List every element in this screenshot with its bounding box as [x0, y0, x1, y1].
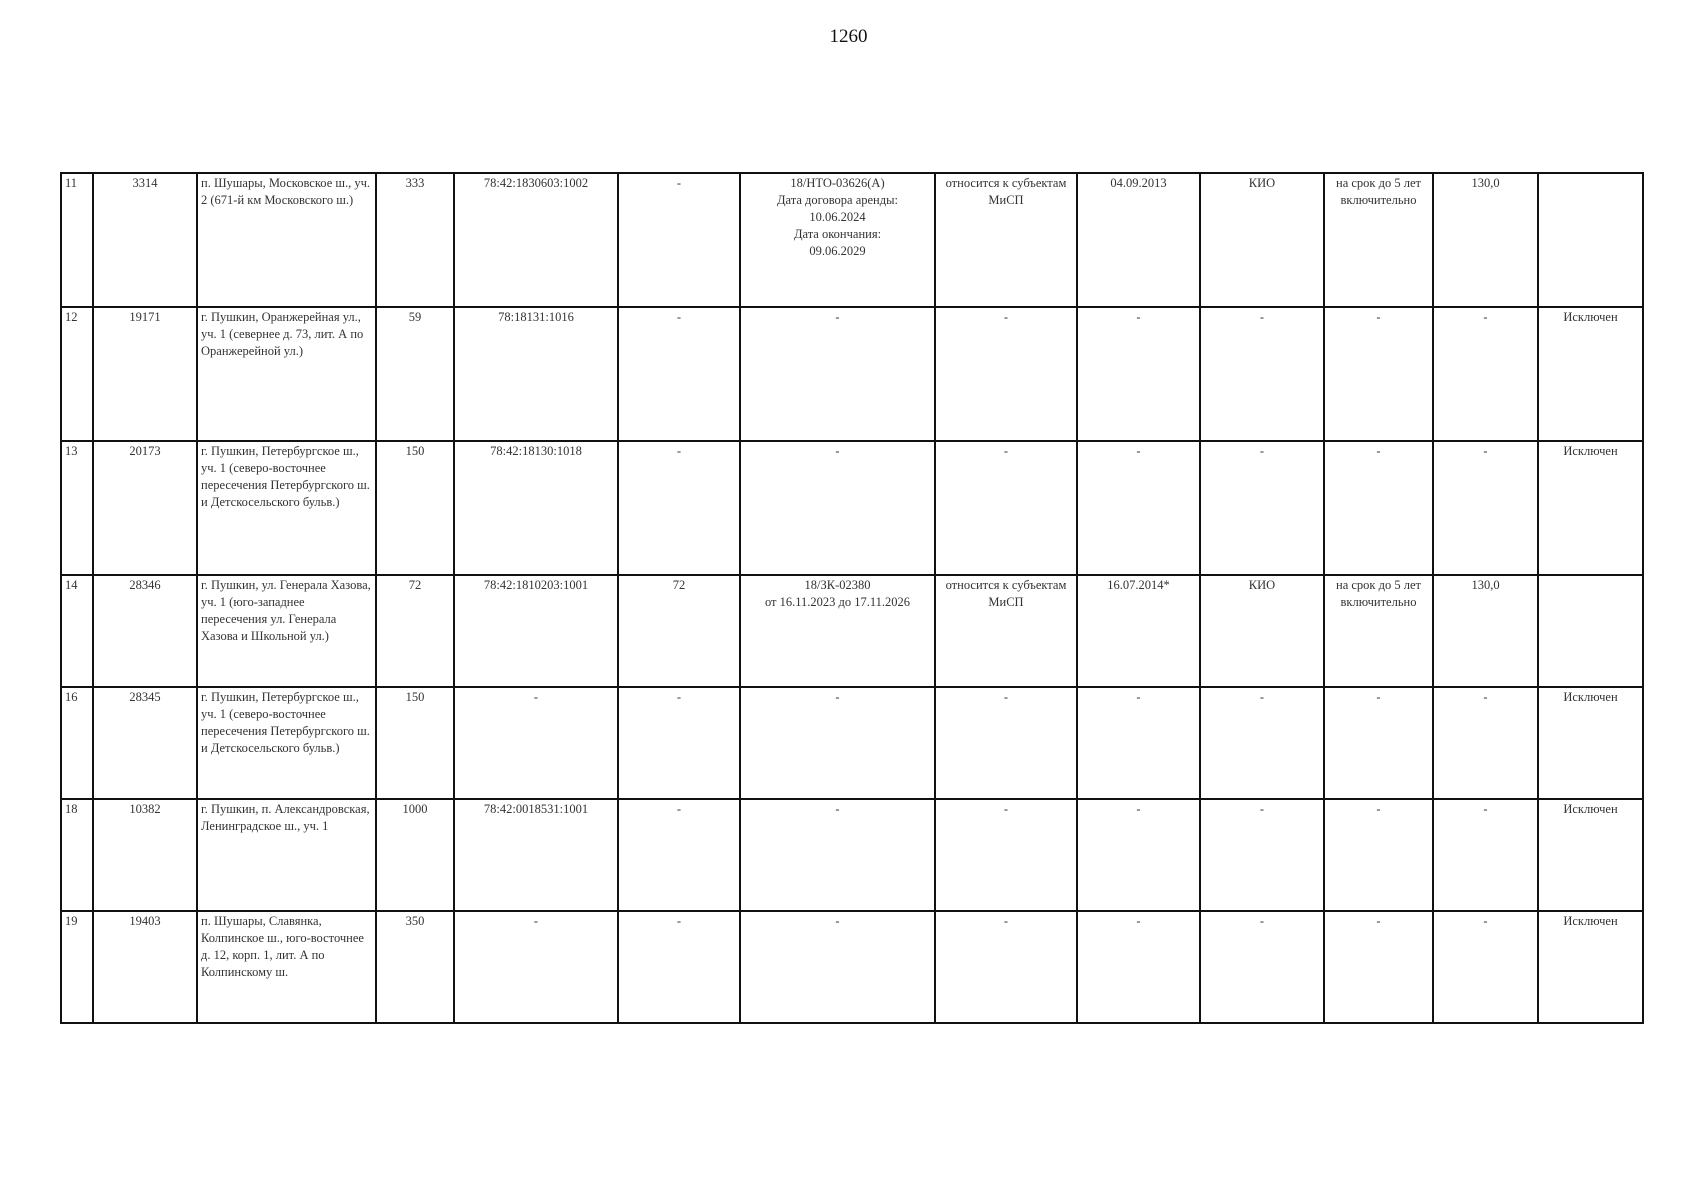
subject-cell: -	[935, 307, 1077, 441]
object-id-cell: 28346	[93, 575, 197, 687]
contract-cell: 18/НТО-03626(А) Дата договора аренды: 10.06.2024 Дата окончания: 09.06.2029	[740, 173, 935, 307]
address-cell: г. Пушкин, Петербургское ш., уч. 1 (северо-восточнее пересечения Петербургского ш. и Детскосельского бульв.)	[197, 441, 376, 575]
value-cell: 130,0	[1433, 575, 1538, 687]
cadastral-number-cell: 78:42:0018531:1001	[454, 799, 618, 911]
date-cell: -	[1077, 687, 1200, 799]
column-6-cell: 72	[618, 575, 740, 687]
table-row	[61, 799, 1643, 911]
date-cell: -	[1077, 799, 1200, 911]
row-number-cell: 16	[61, 687, 93, 799]
status-cell	[1538, 173, 1643, 307]
object-id-cell: 19171	[93, 307, 197, 441]
row-number-cell: 13	[61, 441, 93, 575]
subject-cell: -	[935, 441, 1077, 575]
subject-cell: -	[935, 687, 1077, 799]
organization-cell: -	[1200, 307, 1324, 441]
address-cell: г. Пушкин, Петербургское ш., уч. 1 (северо-восточнее пересечения Петербургского ш. и Детскосельского бульв.)	[197, 687, 376, 799]
cadastral-number-cell: 78:18131:1016	[454, 307, 618, 441]
area-cell: 350	[376, 911, 454, 1023]
status-cell	[1538, 575, 1643, 687]
date-cell: -	[1077, 441, 1200, 575]
area-cell: 72	[376, 575, 454, 687]
status-cell: Исключен	[1538, 441, 1643, 575]
address-cell: г. Пушкин, п. Александровская, Ленинградское ш., уч. 1	[197, 799, 376, 911]
object-id-cell: 19403	[93, 911, 197, 1023]
table-row	[61, 687, 1643, 799]
table-row	[61, 575, 1643, 687]
contract-cell: -	[740, 687, 935, 799]
object-id-cell: 20173	[93, 441, 197, 575]
table-row	[61, 307, 1643, 441]
organization-cell: -	[1200, 441, 1324, 575]
column-6-cell: -	[618, 911, 740, 1023]
contract-cell: -	[740, 799, 935, 911]
column-6-cell: -	[618, 307, 740, 441]
subject-cell: -	[935, 911, 1077, 1023]
value-cell: -	[1433, 687, 1538, 799]
term-cell: на срок до 5 лет включительно	[1324, 575, 1433, 687]
area-cell: 150	[376, 441, 454, 575]
page-number: 1260	[829, 26, 868, 47]
area-cell: 333	[376, 173, 454, 307]
row-number-cell: 14	[61, 575, 93, 687]
status-cell: Исключен	[1538, 799, 1643, 911]
subject-cell: относится к субъектам МиСП	[935, 173, 1077, 307]
column-6-cell: -	[618, 687, 740, 799]
term-cell: на срок до 5 лет включительно	[1324, 173, 1433, 307]
column-6-cell: -	[618, 173, 740, 307]
area-cell: 59	[376, 307, 454, 441]
cadastral-number-cell: 78:42:1830603:1002	[454, 173, 618, 307]
table-body	[61, 173, 1643, 1023]
row-number-cell: 19	[61, 911, 93, 1023]
object-id-cell: 28345	[93, 687, 197, 799]
subject-cell: -	[935, 799, 1077, 911]
object-id-cell: 3314	[93, 173, 197, 307]
address-cell: п. Шушары, Славянка, Колпинское ш., юго-восточнее д. 12, корп. 1, лит. А по Колпинскому ш.	[197, 911, 376, 1023]
value-cell: 130,0	[1433, 173, 1538, 307]
subject-cell: относится к субъектам МиСП	[935, 575, 1077, 687]
date-cell: -	[1077, 911, 1200, 1023]
organization-cell: -	[1200, 911, 1324, 1023]
contract-cell: 18/ЗК-02380 от 16.11.2023 до 17.11.2026	[740, 575, 935, 687]
term-cell: -	[1324, 441, 1433, 575]
term-cell: -	[1324, 307, 1433, 441]
organization-cell: КИО	[1200, 575, 1324, 687]
date-cell: 16.07.2014*	[1077, 575, 1200, 687]
term-cell: -	[1324, 687, 1433, 799]
registry-table	[60, 172, 1644, 1024]
table-row	[61, 441, 1643, 575]
address-cell: г. Пушкин, ул. Генерала Хазова, уч. 1 (юго-западнее пересечения ул. Генерала Хазова и Школьной ул.)	[197, 575, 376, 687]
date-cell: 04.09.2013	[1077, 173, 1200, 307]
address-cell: г. Пушкин, Оранжерейная ул., уч. 1 (севернее д. 73, лит. А по Оранжерейной ул.)	[197, 307, 376, 441]
status-cell: Исключен	[1538, 307, 1643, 441]
address-cell: п. Шушары, Московское ш., уч. 2 (671-й км Московского ш.)	[197, 173, 376, 307]
organization-cell: -	[1200, 687, 1324, 799]
organization-cell: КИО	[1200, 173, 1324, 307]
table-row	[61, 911, 1643, 1023]
contract-cell: -	[740, 307, 935, 441]
cadastral-number-cell: -	[454, 911, 618, 1023]
cadastral-number-cell: -	[454, 687, 618, 799]
row-number-cell: 12	[61, 307, 93, 441]
value-cell: -	[1433, 307, 1538, 441]
value-cell: -	[1433, 799, 1538, 911]
cadastral-number-cell: 78:42:1810203:1001	[454, 575, 618, 687]
value-cell: -	[1433, 911, 1538, 1023]
term-cell: -	[1324, 799, 1433, 911]
status-cell: Исключен	[1538, 687, 1643, 799]
organization-cell: -	[1200, 799, 1324, 911]
column-6-cell: -	[618, 799, 740, 911]
table-row	[61, 173, 1643, 307]
column-6-cell: -	[618, 441, 740, 575]
term-cell: -	[1324, 911, 1433, 1023]
contract-cell: -	[740, 911, 935, 1023]
object-id-cell: 10382	[93, 799, 197, 911]
row-number-cell: 11	[61, 173, 93, 307]
cadastral-number-cell: 78:42:18130:1018	[454, 441, 618, 575]
row-number-cell: 18	[61, 799, 93, 911]
status-cell: Исключен	[1538, 911, 1643, 1023]
date-cell: -	[1077, 307, 1200, 441]
area-cell: 150	[376, 687, 454, 799]
area-cell: 1000	[376, 799, 454, 911]
contract-cell: -	[740, 441, 935, 575]
value-cell: -	[1433, 441, 1538, 575]
